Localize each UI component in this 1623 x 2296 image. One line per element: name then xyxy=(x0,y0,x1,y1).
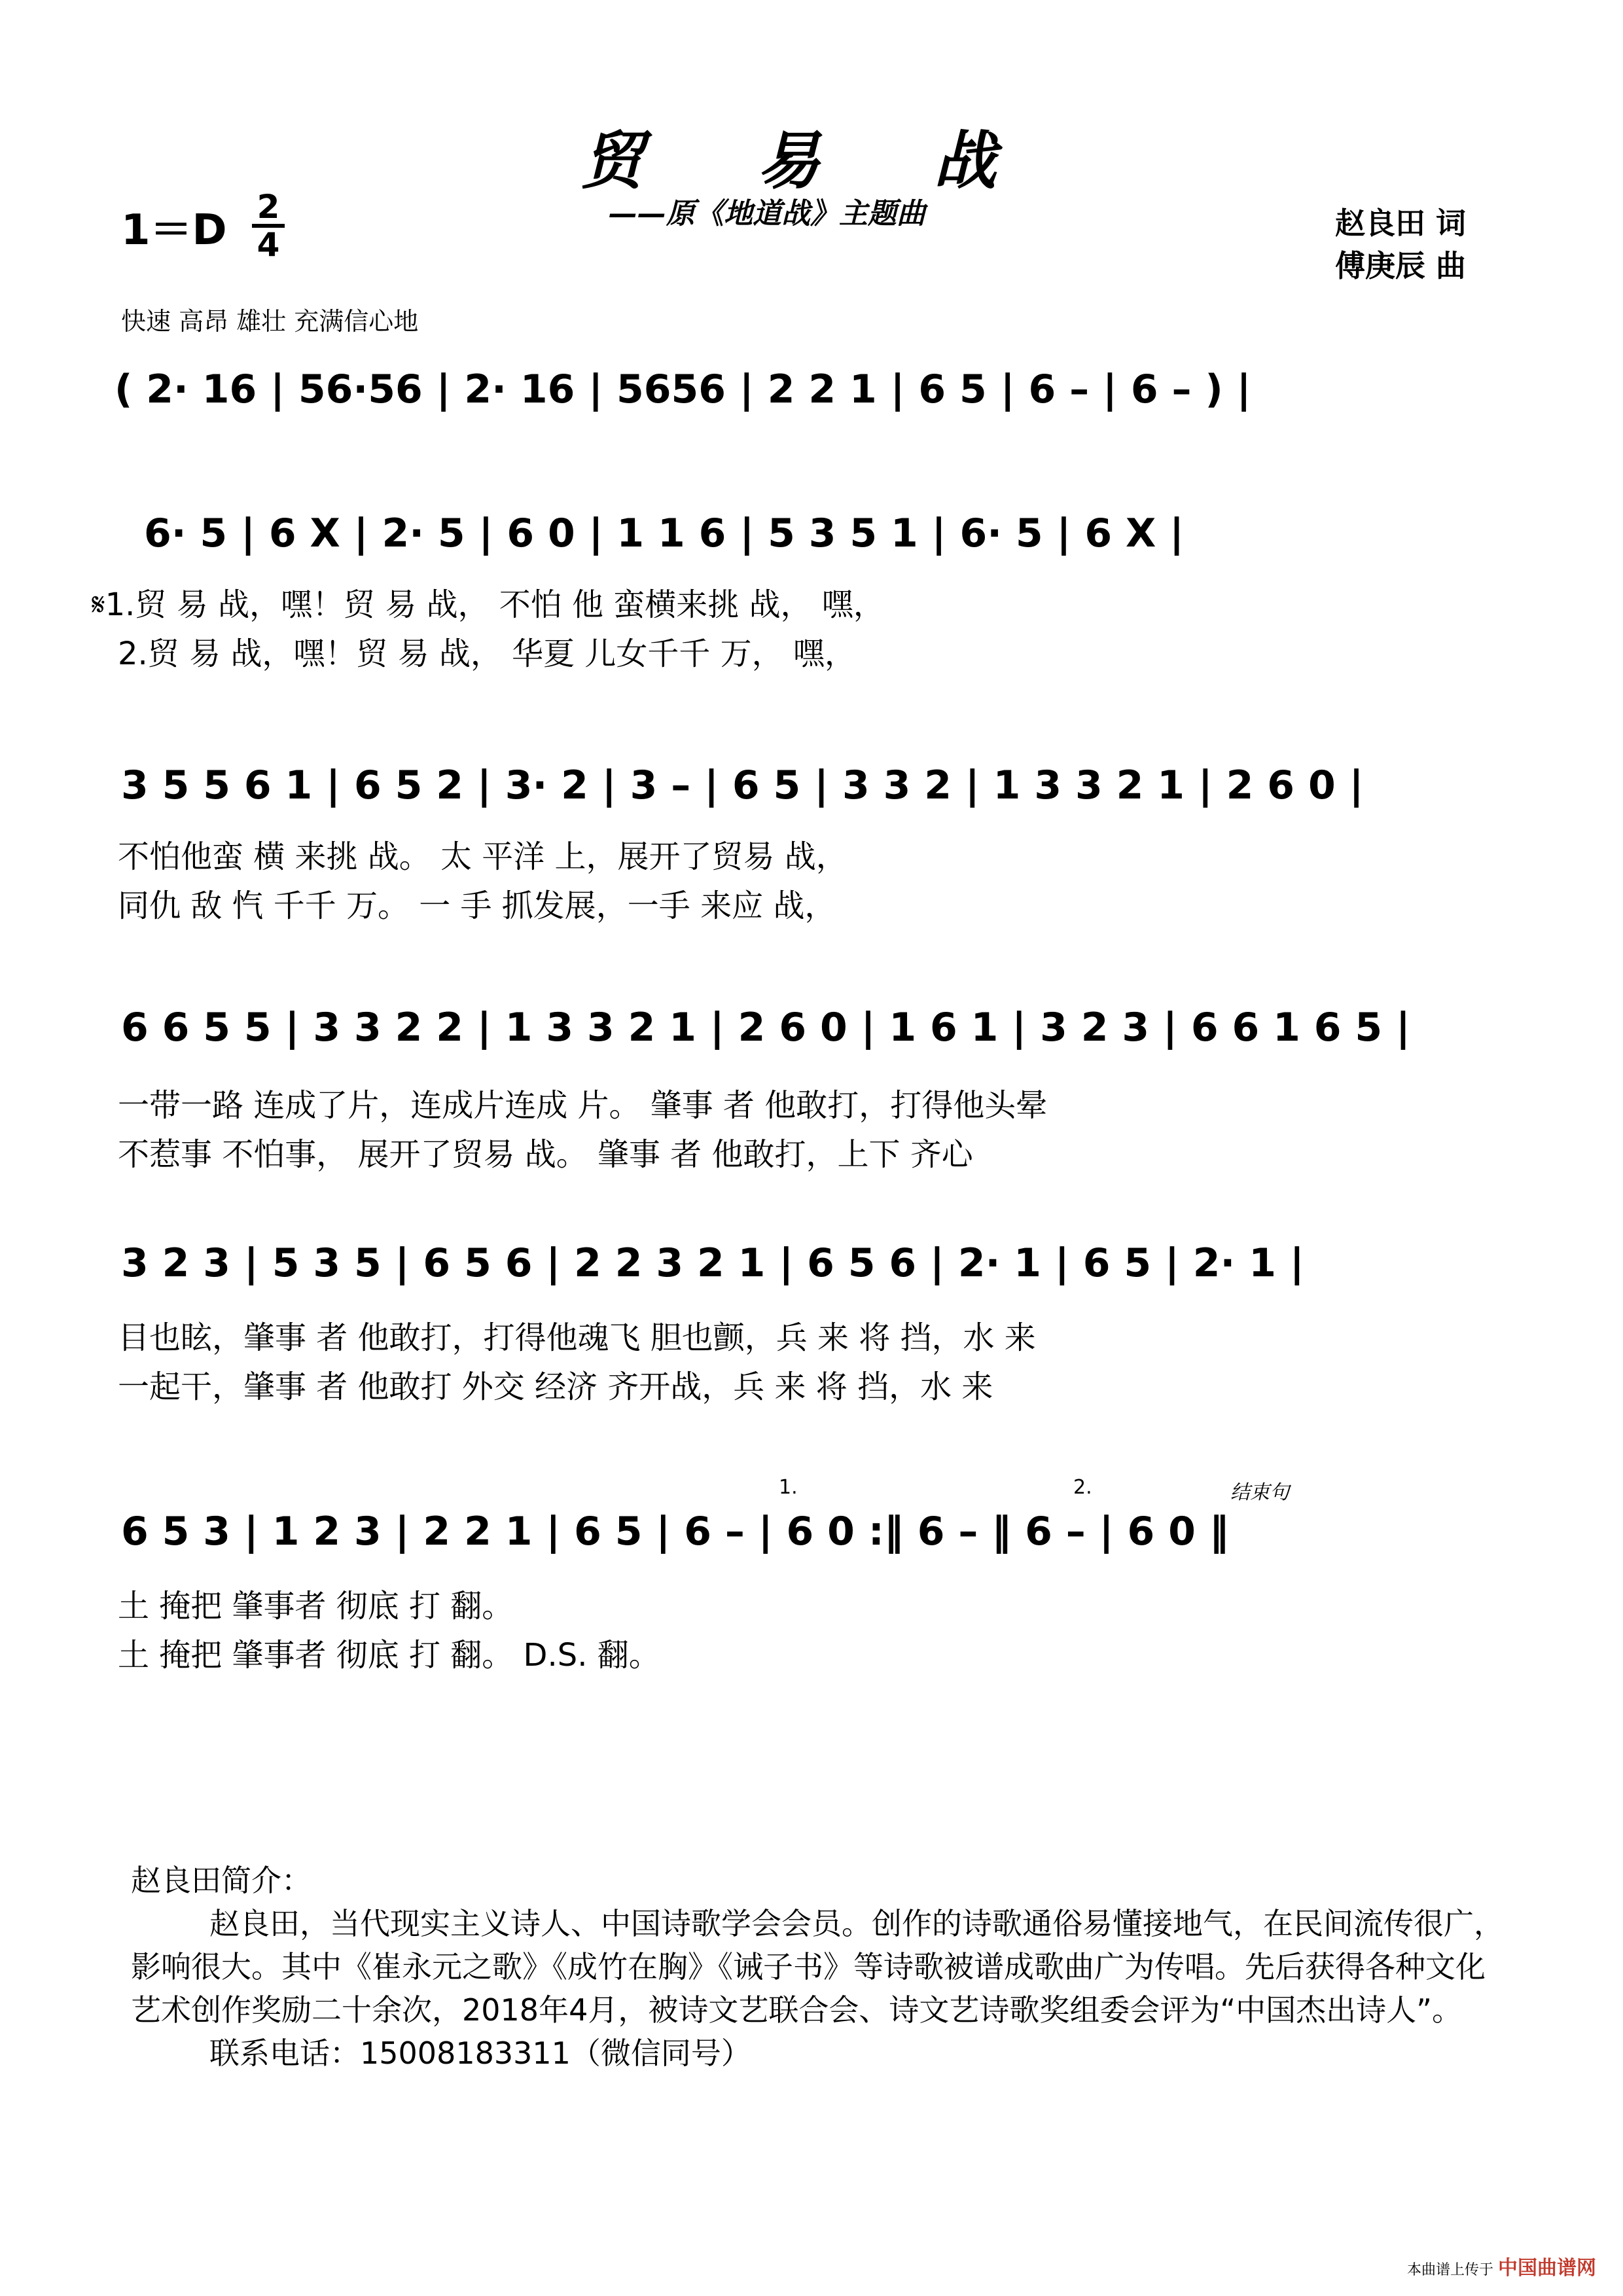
notes: 6 6 5 5 | 3 3 2 2 | 1 3 3 2 1 | 2 6 0 | 1 6 1 | 3 2 3 | 6 6 1 6 5 | xyxy=(121,1005,1410,1050)
lyric-verse-2: 不惹事 不怕事， 展开了贸易 战。 肇事 者 他敢打，上下 齐心 xyxy=(118,1136,973,1173)
time-signature xyxy=(252,190,285,262)
notes: 6 5 3 | 1 2 3 | 2 2 1 | 6 5 | 6 – | 6 0 :‖ 6 – ‖ 6 – | 6 0 ‖ xyxy=(121,1509,1229,1554)
footer-brand: 中国曲谱网 xyxy=(1498,2257,1597,2280)
lyric-verse-1: 不怕他蛮 横 来挑 战。 太 平洋 上，展开了贸易 战， xyxy=(118,838,847,875)
lyric-verse-1: 一带一路 连成了片，连成片连成 片。 肇事 者 他敢打，打得他头晕 xyxy=(118,1087,1048,1124)
lyricist-credit: 赵良田 词 xyxy=(1335,206,1467,241)
volta-1: 1. xyxy=(779,1476,798,1499)
volta-2: 2. xyxy=(1073,1476,1092,1499)
lyric-verse-1: 目也眩，肇事 者 他敢打，打得他魂飞 胆也颤，兵 来 将 挡，水 来 xyxy=(118,1319,1036,1356)
lyric-verse-2: 2.贸 易 战，嘿！贸 易 战， 华夏 儿女千千 万， 嘿， xyxy=(118,636,856,672)
footer-watermark xyxy=(1407,2251,1596,2280)
time-signature-top: 2 xyxy=(252,190,285,228)
bio-body: 赵良田，当代现实主义诗人、中国诗歌学会会员。创作的诗歌通俗易懂接地气，在民间流传很广，影响很大。其中《崔永元之歌》《成竹在胸》《诫子书》等诗歌被谱成歌曲广为传唱。先后获得各种文化艺术创作奖励二十余次，2018年4月，被诗文艺联合会、诗文艺诗歌奖组委会评为“中国杰出诗人”。 xyxy=(131,1906,1504,2028)
notes: 6· 5 | 6 X | 2· 5 | 6 0 | 1 1 6 | 5 3 5 1 | 6· 5 | 6 X | xyxy=(144,511,1185,556)
notes: ( 2· 16 | 56·56 | 2· 16 | 5656 | 2 2 1 | 6 5 | 6 – | 6 – ) | xyxy=(115,367,1251,412)
staff-row-6 xyxy=(0,1476,1623,1692)
notes: 3 5 5 6 1 | 6 5 2 | 3· 2 | 3 – | 6 5 | 3 3 2 | 1 3 3 2 1 | 2 6 0 | xyxy=(121,762,1364,808)
key-signature: 1＝D xyxy=(121,206,227,255)
lyric-verse-1: 𝄋1.贸 易 战，嘿！贸 易 战， 不怕 他 蛮横来挑 战， 嘿， xyxy=(92,586,885,623)
lyric-verse-2: 同仇 敌 忾 千千 万。 一 手 抓发展，一手 来应 战， xyxy=(118,888,836,924)
bio-contact: 联系电话：15008183311（微信同号） xyxy=(209,2036,751,2071)
footer-text: 本曲谱上传于 xyxy=(1407,2262,1494,2278)
staff-row-1 xyxy=(0,367,1623,465)
lyric-verse-2: 土 掩把 肇事者 彻底 打 翻。 D.S. 翻。 xyxy=(118,1637,660,1674)
composer-credit: 傅庚辰 曲 xyxy=(1335,248,1467,283)
notes: 3 2 3 | 5 3 5 | 6 5 6 | 2 2 3 2 1 | 6 5 6 | 2· 1 | 6 5 | 2· 1 | xyxy=(121,1240,1304,1286)
author-bio xyxy=(131,1859,1505,2075)
time-signature-bottom: 4 xyxy=(257,226,280,264)
lyric-verse-2: 一起干，肇事 者 他敢打 外交 经济 齐开战，兵 来 将 挡，水 来 xyxy=(118,1369,993,1405)
lyric-verse-1: 土 掩把 肇事者 彻底 打 翻。 xyxy=(118,1588,514,1624)
staff-row-2 xyxy=(0,511,1623,681)
song-title: 贸 易 战 xyxy=(580,124,1043,198)
song-subtitle: ——原《地道战》主题曲 xyxy=(609,197,925,230)
bio-heading: 赵良田简介： xyxy=(131,1863,312,1898)
staff-row-4 xyxy=(0,1005,1623,1175)
staff-row-3 xyxy=(0,762,1623,933)
staff-row-5 xyxy=(0,1240,1623,1410)
coda-label: 结束句 xyxy=(1230,1481,1289,1504)
tempo-marking: 快速 高昂 雄壮 充满信心地 xyxy=(121,307,419,336)
